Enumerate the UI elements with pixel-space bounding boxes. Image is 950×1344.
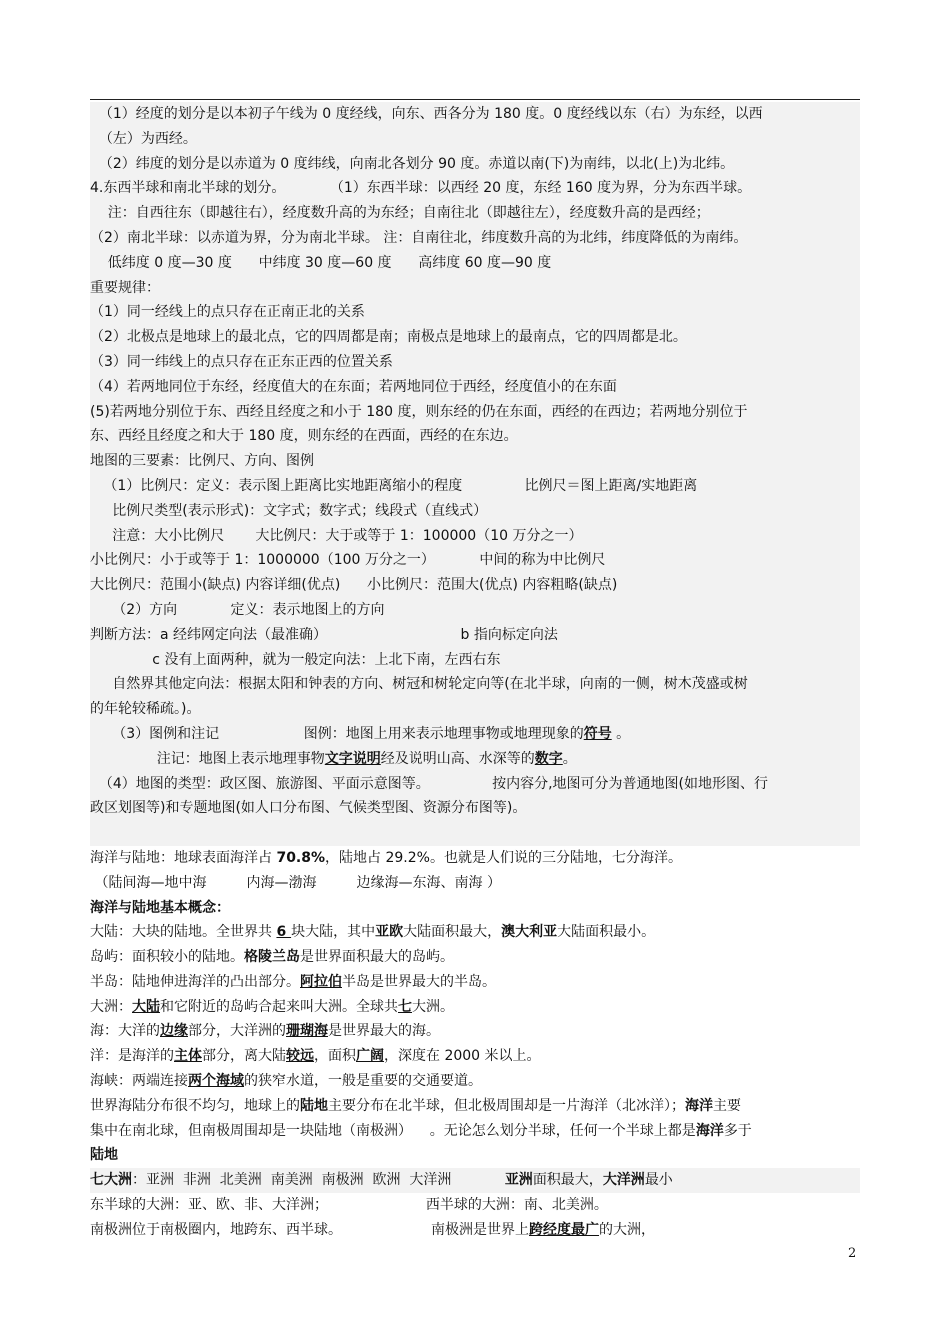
text-run: ，陆地占 29.2%。也就是人们说的三分陆地，七分海洋。 bbox=[325, 849, 682, 866]
text-run: 注记：地图上表示地理事物 bbox=[90, 750, 325, 767]
text-run: 半岛：陆地伸进海洋的凸出部分。 bbox=[90, 973, 300, 990]
text-run: 半岛是世界最大的半岛。 bbox=[342, 973, 496, 990]
text-run: 海：大洋的 bbox=[90, 1023, 160, 1040]
text-line: 注意：大小比例尺 大比例尺：大于或等于 1：100000（10 万分之一） bbox=[90, 527, 583, 544]
text-line: （2）方向 定义：表示地图上的方向 bbox=[90, 601, 385, 618]
text-run: 洋：是海洋的 bbox=[90, 1048, 174, 1065]
text-line: （2）北极点是地球上的最北点，它的四周都是南；南极点是地球上的最南点，它的四周都是北。 bbox=[90, 329, 687, 346]
text-run: 的大洲， bbox=[599, 1221, 656, 1238]
text-line: 地图的三要素：比例尺、方向、图例 bbox=[90, 453, 314, 470]
emphasis-text: 跨经度最广 bbox=[529, 1221, 600, 1238]
text-run: （3）图例和注记 图例：地图上用来表示地理事物或地理现象的 bbox=[90, 725, 584, 742]
text-run: ，深度在 2000 米以上。 bbox=[384, 1048, 541, 1065]
sea-types-line: （陆间海—地中海 内海—渤海 边缘海—东海、南海 ） bbox=[90, 874, 502, 891]
distribution-line: 陆地 bbox=[90, 1147, 118, 1164]
text-run: 部分，大洋洲的 bbox=[188, 1023, 286, 1040]
emphasis-text: 格陵兰岛 bbox=[244, 949, 300, 966]
text-line: 的年轮较稀疏。)。 bbox=[90, 701, 201, 718]
text-run: 和它附近的岛屿合起来叫大洲。全球共 bbox=[160, 998, 398, 1015]
text-run: 海洋与陆地：地球表面海洋占 bbox=[90, 849, 277, 866]
text-run: 是世界最大的海。 bbox=[328, 1023, 440, 1040]
text-run: 南极洲位于南极圈内，地跨东、西半球。 南极洲是世界上 bbox=[90, 1221, 530, 1238]
text-line: （4）地图的类型：政区图、旅游图、平面示意图等。 按内容分,地图可分为普通地图(如地形图、行 bbox=[90, 775, 769, 792]
plain-section bbox=[90, 846, 860, 1243]
emphasis-text: 七 bbox=[398, 998, 412, 1015]
text-line: 4.东西半球和南北半球的划分。 （1）东西半球：以西经 20 度，东经 160 度为界，分为东西半球。 bbox=[90, 180, 752, 197]
text-run: 。 bbox=[611, 725, 631, 742]
hemispheres-line: 东半球的大洲：亚、欧、非、大洋洲； 西半球的大洲：南、北美洲。 bbox=[90, 1197, 608, 1214]
text-run: 块大陆，其中 bbox=[291, 924, 376, 941]
text-run: 海峡：两端连接 bbox=[90, 1073, 188, 1090]
peninsula-line bbox=[90, 970, 860, 995]
emphasis-text: 亚欧 bbox=[375, 924, 404, 941]
text-line: （左）为西经。 bbox=[90, 130, 197, 147]
text-line: 政区划图等)和专题地图(如人口分布图、气候类型图、资源分布图等)。 bbox=[90, 800, 527, 817]
text-run: 大陆面积最小。 bbox=[557, 924, 656, 941]
sea-line bbox=[90, 1019, 860, 1044]
document-body bbox=[90, 102, 860, 1243]
text-run: 主要 bbox=[713, 1097, 741, 1114]
text-line: 大比例尺：范围小(缺点) 内容详细(优点) 小比例尺：范围大(优点) 内容粗略(缺点) bbox=[90, 577, 618, 594]
text-line: （3）同一纬线上的点只存在正东正西的位置关系 bbox=[90, 353, 393, 370]
text-run: 大陆：大块的陆地。全世界共 bbox=[90, 924, 277, 941]
antarctica-line bbox=[90, 1218, 860, 1243]
emphasis-text: 主体 bbox=[174, 1048, 202, 1065]
text-line: （2）纬度的划分是以赤道为 0 度纬线，向南北各划分 90 度。赤道以南(下)为南纬，以北(上)为北纬。 bbox=[90, 155, 735, 172]
text-run: 面积最大， bbox=[532, 1172, 603, 1189]
text-run: 大洲。 bbox=[412, 998, 454, 1015]
page-number: 2 bbox=[848, 1246, 857, 1261]
text-run: 主要分布在北半球，但北极周围却是一片海洋（北冰洋）； bbox=[328, 1097, 685, 1114]
text-run: 是世界面积最大的岛屿。 bbox=[300, 949, 454, 966]
annotation-line bbox=[90, 747, 860, 772]
text-line: （1）比例尺：定义：表示图上距离比实地距离缩小的程度 比例尺＝图上距离/实地距离 bbox=[90, 477, 698, 494]
continents-line bbox=[90, 1168, 860, 1193]
text-line: 注：自西往东（即越往右），经度数升高的为东经；自南往北（即越往左），经度数升高的是西经； bbox=[90, 205, 710, 222]
island-line bbox=[90, 945, 860, 970]
emphasis-text: 符号 bbox=[583, 725, 612, 742]
emphasis-text: 海洋 bbox=[685, 1097, 713, 1114]
text-run: 世界海陆分布很不均匀，地球上的 bbox=[90, 1097, 300, 1114]
text-line: (5)若两地分别位于东、西经且经度之和小于 180 度，则东经的仍在东面，西经的在西边；若两地分别位于 bbox=[90, 403, 748, 420]
text-run: 。 bbox=[562, 750, 577, 767]
continent-line bbox=[90, 920, 860, 945]
shaded-section bbox=[90, 102, 860, 846]
text-line: （2）南北半球：以赤道为界，分为南北半球。 注：自南往北，纬度数升高的为北纬，纬度降低的为南纬。 bbox=[90, 229, 748, 246]
emphasis-text: 文字说明 bbox=[324, 750, 381, 767]
section-heading: 海洋与陆地基本概念： bbox=[90, 899, 230, 916]
text-run: 集中在南北球，但南极周围却是一块陆地（南极洲） 。无论怎么划分半球，任何一个半球上都是 bbox=[90, 1122, 696, 1139]
text-run: 大洲： bbox=[90, 998, 132, 1015]
emphasis-text: 6 bbox=[276, 924, 292, 941]
emphasis-text: 澳大利亚 bbox=[501, 924, 558, 941]
emphasis-text: 广阔 bbox=[356, 1048, 384, 1065]
distribution-line bbox=[90, 1119, 860, 1144]
emphasis-text: 阿拉伯 bbox=[300, 973, 342, 990]
text-run: 经及说明山高、水深等的 bbox=[380, 750, 535, 767]
emphasis-text: 陆地 bbox=[300, 1097, 328, 1114]
distribution-line bbox=[90, 1094, 860, 1119]
emphasis-text: 亚洲 bbox=[504, 1172, 533, 1189]
emphasis-text: 大陆 bbox=[132, 998, 160, 1015]
emphasis-text: 边缘 bbox=[160, 1023, 188, 1040]
text-line: （1）同一经线上的点只存在正南正北的关系 bbox=[90, 304, 365, 321]
text-line: c 没有上面两种，就为一般定向法：上北下南，左西右东 bbox=[90, 651, 501, 668]
emphasis-text: 海洋 bbox=[695, 1122, 724, 1139]
blank-line bbox=[90, 821, 860, 846]
text-line: 判断方法：a 经纬网定向法（最准确） b 指向标定向法 bbox=[90, 626, 558, 643]
header-rule bbox=[90, 99, 860, 100]
text-run: 最小 bbox=[644, 1172, 673, 1189]
ocean-line bbox=[90, 1044, 860, 1069]
emphasis-text: 两个海域 bbox=[188, 1073, 244, 1090]
text-line: （4）若两地同位于东经，经度值大的在东面；若两地同位于西经，经度值小的在东面 bbox=[90, 378, 617, 395]
text-run: 部分，离大陆 bbox=[202, 1048, 286, 1065]
text-line: 重要规律： bbox=[90, 279, 160, 296]
text-line: 小比例尺：小于或等于 1：1000000（100 万分之一） 中间的称为中比例尺 bbox=[90, 552, 606, 569]
ocean-land-line bbox=[90, 846, 860, 871]
zhou-line bbox=[90, 995, 860, 1020]
emphasis-text: 较远 bbox=[286, 1048, 314, 1065]
legend-line bbox=[90, 722, 860, 747]
strait-line bbox=[90, 1069, 860, 1094]
text-run: ：亚洲 非洲 北美洲 南美洲 南极洲 欧洲 大洋洲 bbox=[132, 1172, 505, 1189]
emphasis-text: 大洋洲 bbox=[602, 1172, 645, 1189]
text-run: 岛屿：面积较小的陆地。 bbox=[90, 949, 244, 966]
text-line: 比例尺类型(表示形式)：文字式；数字式；线段式（直线式） bbox=[90, 502, 488, 519]
text-line: 低纬度 0 度—30 度 中纬度 30 度—60 度 高纬度 60 度—90 度 bbox=[90, 254, 552, 271]
text-run: 多于 bbox=[723, 1122, 752, 1139]
emphasis-text: 数字 bbox=[534, 750, 563, 767]
text-line: 自然界其他定向法：根据太阳和钟表的方向、树冠和树轮定向等(在北半球，向南的一侧，树木茂盛或树 bbox=[90, 676, 748, 693]
text-run: 大陆面积最大， bbox=[403, 924, 502, 941]
text-run: ，面积 bbox=[314, 1048, 356, 1065]
emphasis-text: 70.8% bbox=[276, 849, 326, 866]
text-line: （1）经度的划分是以本初子午线为 0 度经线，向东、西各分为 180 度。0 度经线以东（右）为东经，以西 bbox=[90, 106, 763, 122]
emphasis-text: 七大洲 bbox=[90, 1172, 132, 1189]
text-line: 东、西经且经度之和大于 180 度，则东经的在西面，西经的在东边。 bbox=[90, 428, 518, 445]
emphasis-text: 珊瑚海 bbox=[286, 1023, 328, 1040]
text-run: 的狭窄水道，一般是重要的交通要道。 bbox=[244, 1073, 482, 1090]
